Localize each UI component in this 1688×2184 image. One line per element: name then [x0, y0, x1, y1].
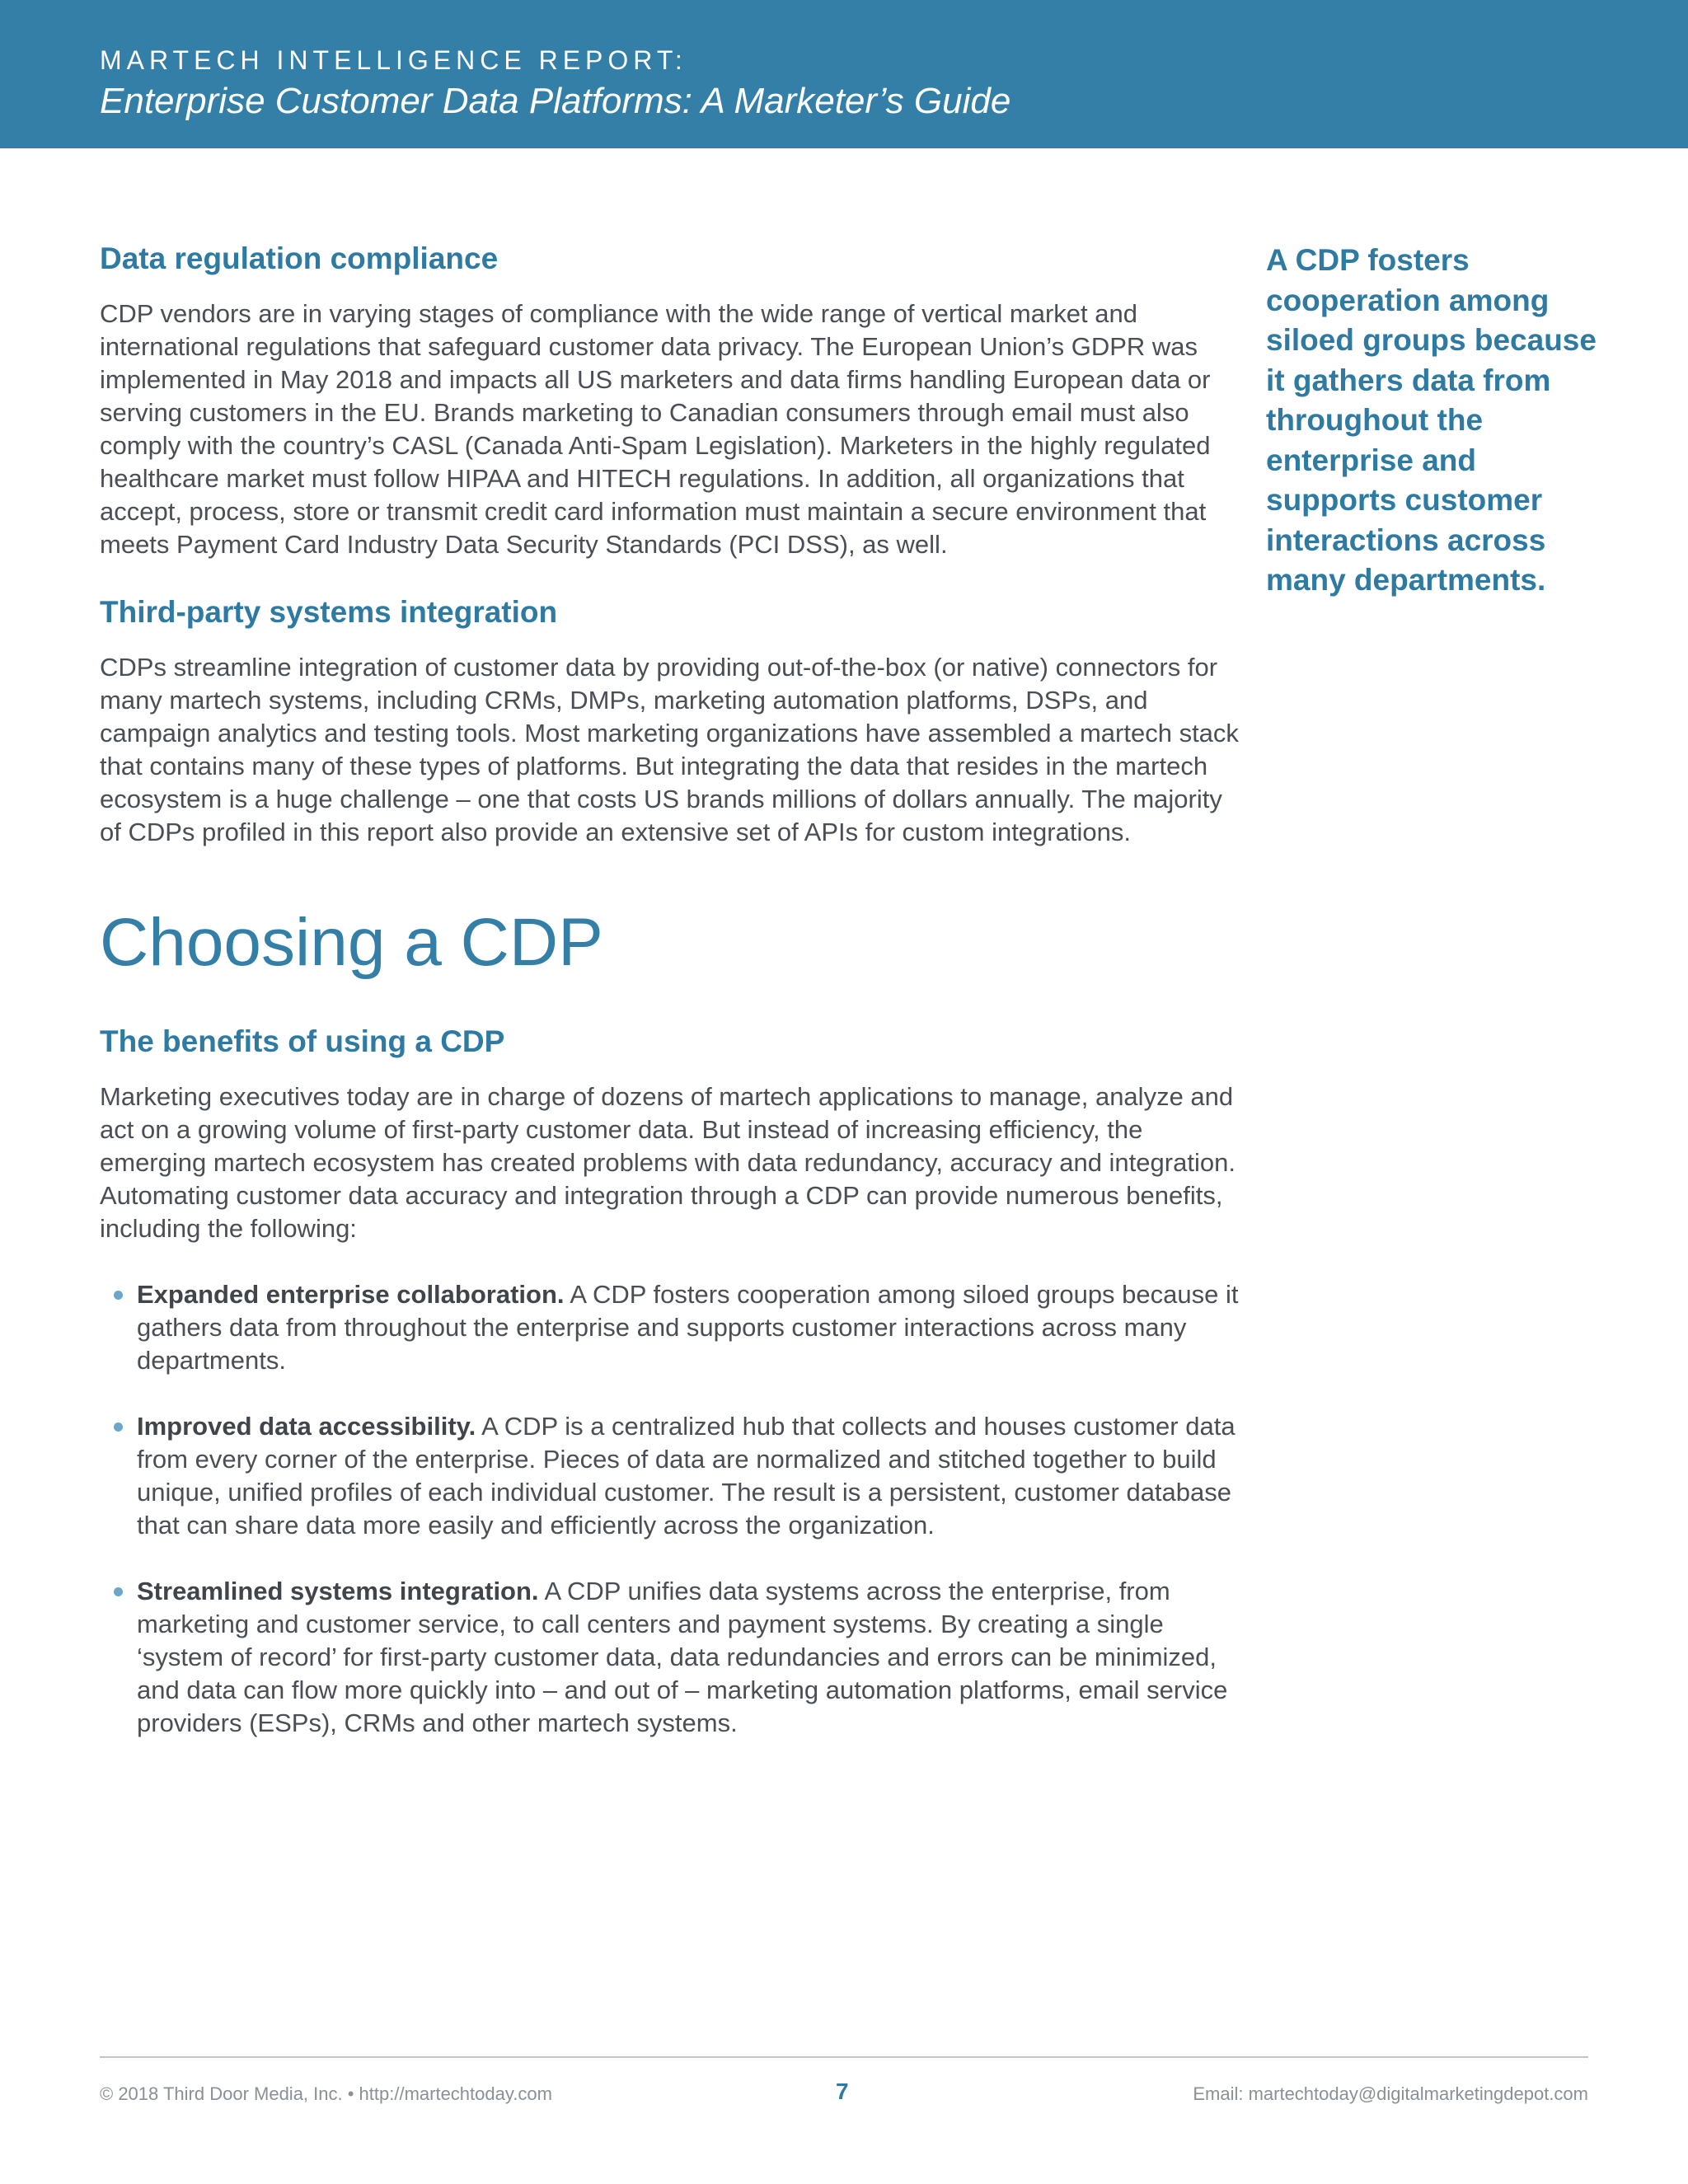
bullet-dot-icon [114, 1291, 123, 1300]
heading-third-party-integration: Third-party systems integration [100, 595, 558, 629]
benefit-text: A CDP fosters cooperation among siloed groups because it gathers data from throughout the enterprise and supports customer interactions across many departments. [137, 1280, 1239, 1375]
main-content [100, 239, 1250, 1740]
paragraph-third-party-integration: CDPs streamline integration of customer data by providing out-of-the-box (or native) connectors for many martech systems, including CRMs, DMPs, marketing automation platforms, DSPs, and campaign analytics and testing tools. Most marketing organizations have assembled a martech stack that contains many of these types of platforms. But integrating the data that resides in the martech ecosystem is a huge challenge – one that costs US brands millions of dollars annually. The majority of CDPs profiled in this report also provide an extensive set of APIs for custom integrations. [100, 653, 1239, 846]
heading-benefits: The benefits of using a CDP [100, 1024, 505, 1058]
footer-divider [100, 2056, 1588, 2058]
bullet-dot-icon [114, 1587, 123, 1596]
benefit-text: A CDP unifies data systems across the enterprise, from marketing and customer service, to call centers and payment systems. By creating a single ‘system of record’ for first-party customer data, data redundancies and errors can be minimized, and data can flow more quickly into – and out of – marketing automation platforms, email service providers (ESPs), CRMs and other martech systems. [137, 1577, 1228, 1737]
bullet-dot-icon [114, 1422, 123, 1432]
sidebar-pull-quote: A CDP fosters cooperation among siloed groups because it gathers data from throughout the enterprise and supports customer interactions across many departments. [1266, 243, 1597, 597]
benefit-text: A CDP is a centralized hub that collects and houses customer data from every corner of the enterprise. Pieces of data are normalized and stitched together to build unique, unified profiles of each individual customer. The result is a persistent, customer database that can share data more easily and efficiently across the organization. [137, 1412, 1236, 1540]
chapter-title: Choosing a CDP [100, 905, 603, 980]
benefit-lead: Streamlined systems integration. [137, 1577, 539, 1605]
report-kicker: MARTECH INTELLIGENCE REPORT: [100, 45, 687, 75]
report-header-banner [0, 0, 1688, 148]
benefit-lead: Expanded enterprise collaboration. [137, 1280, 565, 1309]
benefit-item-accessibility [100, 1410, 1250, 1542]
footer-email: Email: martechtoday@digitalmarketingdepot.com [1193, 2083, 1588, 2104]
benefit-item-integration [100, 1575, 1250, 1740]
benefit-item-collaboration [100, 1278, 1250, 1377]
paragraph-data-regulation: CDP vendors are in varying stages of compliance with the wide range of vertical market and international regulations that safeguard customer data privacy. The European Union’s GDPR was implemented in May 2018 and impacts all US marketers and data firms handling European data or serving customers in the EU. Brands marketing to Canadian consumers through email must also comply with the country’s CASL (Canada Anti-Spam Legislation). Marketers in the highly regulated healthcare market must follow HIPAA and HITECH regulations. In addition, all organizations that accept, process, store or transmit credit card information must maintain a secure environment that meets Payment Card Industry Data Security Standards (PCI DSS), as well. [100, 299, 1211, 559]
benefits-list [100, 1278, 1250, 1740]
report-title: Enterprise Customer Data Platforms: A Marketer’s Guide [100, 81, 1011, 121]
page-number: 7 [836, 2079, 849, 2104]
footer-copyright: © 2018 Third Door Media, Inc. • http://martechtoday.com [100, 2083, 552, 2104]
benefit-lead: Improved data accessibility. [137, 1412, 476, 1441]
heading-data-regulation: Data regulation compliance [100, 241, 499, 275]
paragraph-benefits-intro: Marketing executives today are in charge of dozens of martech applications to manage, analyze and act on a growing volume of first-party customer data. But instead of increasing efficiency, the emerging martech ecosystem has created problems with data redundancy, accuracy and integration. Automating customer data accuracy and integration through a CDP can provide numerous benefits, including the following: [100, 1082, 1236, 1243]
